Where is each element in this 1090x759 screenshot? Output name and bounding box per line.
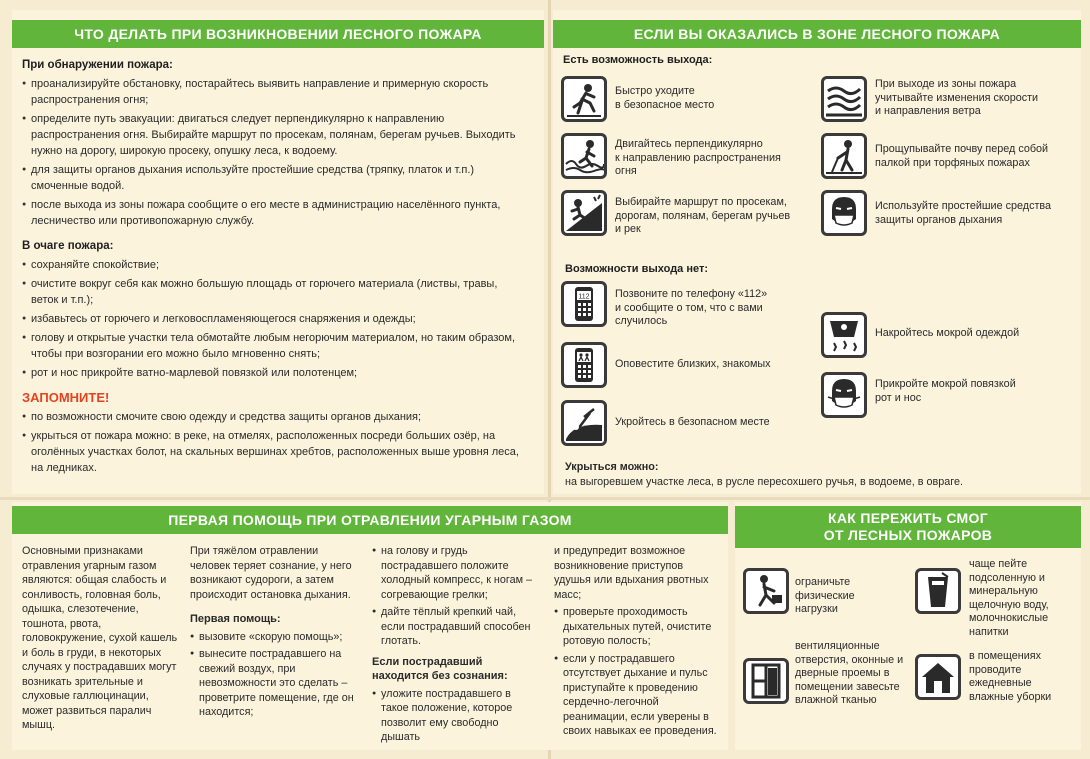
drink-glass-icon [915, 568, 961, 614]
list-item: ● проверьте проходимость дыхательных путей, очистите ротовую полость; [554, 605, 722, 649]
probing-stick-icon [821, 133, 867, 179]
panel-smog [735, 502, 1081, 750]
list-item: ● на голову и грудь пострадавшего положите холодный компресс, к ногам – согревающие грелки; [372, 544, 540, 602]
shelter-icon [561, 400, 607, 446]
exit-yes-label: Выбирайте маршрут по просекам, дорогам, полянам, берегам ручьев и рек [615, 196, 791, 235]
list-item: ● укрыться от пожара можно: в реке, на отмелях, расположенных посреди больших озёр, на оголённых участках болот, на скальных вершинах хребтов, расположенных выше уровня леса, на ледниках. [22, 428, 522, 476]
walking-through-fire-icon [561, 133, 607, 179]
list-item: ● для защиты органов дыхания используйте простейшие средства (тряпку, платок и т.п.) смоченные водой. [22, 162, 522, 194]
symptoms-text: Основными признаками отравления угарным газом являются: общая слабость и сонливость, головная боль, одышка, слезотечение, тошнота, рвота, головокружение, сухой кашель и боль в груди, в некоторых случаях у пострадавших могут возникать зрительные и слуховые галлюцинации, может развиться паралич мышц. [22, 545, 178, 731]
smog-label: вентиляционные отверстия, оконные и дверные проемы в помещении завесьте влажной тканью [795, 640, 904, 706]
exit-no-heading: Возможности выхода нет: [565, 263, 709, 275]
list-item: ● проанализируйте обстановку, постарайтесь выявить направление и примерную скорость распространения огня; [22, 76, 522, 108]
limit-exercise-icon [743, 568, 789, 614]
panel-forest-fire-actions [12, 10, 544, 494]
wet-clothes-icon [821, 312, 867, 358]
focus-section [22, 238, 522, 384]
face-mask-icon [821, 190, 867, 236]
list-item: ● голову и открытые участки тела обмотайте любым негорючим материалом, но таким образом, чтобы при возгорании его можно было мгновенно снять; [22, 330, 522, 362]
list-item: ● уложите пострадавшего в такое положение, которое позволит ему свободно дышать [372, 687, 540, 745]
exit-yes-label: Быстро уходите в безопасное место [615, 85, 715, 111]
panel-first-aid-co [12, 502, 728, 750]
exit-no-label: Оповестите близких, знакомых [615, 358, 771, 370]
first-aid-col1 [22, 544, 180, 733]
detect-section [22, 57, 522, 232]
continuation-text: и предупредит возможное возникновение приступов удушья или вдыхания рвотных масс; [554, 545, 709, 601]
panel-in-fire-zone [553, 10, 1081, 494]
remember-section [22, 409, 522, 479]
panel-title: ЕСЛИ ВЫ ОКАЗАЛИСЬ В ЗОНЕ ЛЕСНОГО ПОЖАРА [553, 20, 1081, 48]
list-item: ● дайте тёплый крепкий чай, если пострадавший способен глотать. [372, 605, 540, 649]
panel-title: ПЕРВАЯ ПОМОЩЬ ПРИ ОТРАВЛЕНИИ УГАРНЫМ ГАЗОМ [12, 506, 728, 534]
window-icon [743, 658, 789, 704]
exit-yes-heading: Есть возможность выхода: [563, 54, 713, 66]
list-item: ● избавьтесь от горючего и легковоспламеняющегося снаряжения и одежды; [22, 311, 522, 327]
exit-no-label: Укройтесь в безопасном месте [615, 416, 770, 428]
panel-title [735, 506, 1081, 548]
paper-fold-horizontal [0, 497, 1090, 500]
remember-heading: ЗАПОМНИТЕ! [22, 390, 110, 405]
list-item: ● очистите вокруг себя как можно большую площадь от горючего материала (листвы, травы, веток и т.п.); [22, 276, 522, 308]
list-item: ● сохраняйте спокойствие; [22, 257, 522, 273]
wind-fire-icon [821, 76, 867, 122]
list-item: ● рот и нос прикройте ватно-марлевой повязкой или полотенцем; [22, 365, 522, 381]
list-item: ● по возможности смочите свою одежду и средства защиты органов дыхания; [22, 409, 522, 425]
exit-yes-label: Прощупывайте почву перед собой палкой при торфяных пожарах [875, 143, 1049, 169]
first-aid-col2 [190, 544, 358, 723]
list-item: ● вызовите «скорую помощь»; [190, 630, 358, 645]
running-man-icon [561, 76, 607, 122]
phone-112-icon [561, 281, 607, 327]
svg-text:112: 112 [578, 293, 590, 301]
first-aid-col4 [554, 544, 722, 742]
wet-bandage-icon [821, 372, 867, 418]
house-icon [915, 654, 961, 700]
shelter-section [565, 460, 1070, 490]
exit-no-label: Прикройте мокрой повязкой рот и нос [875, 378, 1016, 404]
exit-yes-label: Используйте простейшие средства защиты органов дыхания [875, 200, 1052, 226]
severe-text: При тяжёлом отравлении человек теряет сознание, у него возникают судороги, а затем происходит остановка дыхания. [190, 545, 352, 601]
smog-title-line1: КАК ПЕРЕЖИТЬ СМОГ [828, 510, 988, 526]
smog-label: ограничьте физические нагрузки [795, 576, 855, 615]
panel-title: ЧТО ДЕЛАТЬ ПРИ ВОЗНИКНОВЕНИИ ЛЕСНОГО ПОЖАРА [12, 20, 544, 48]
list-item: ● после выхода из зоны пожара сообщите о его месте в администрацию населённого пункта, лесничество или противопожарную службу. [22, 197, 522, 229]
focus-heading: В очаге пожара: [22, 240, 114, 252]
smog-label: в помещениях проводите ежедневные влажные уборки [969, 650, 1052, 703]
shelter-text: на выгоревшем участке леса, в русле пересохшего ручья, в водоеме, в овраге. [565, 476, 963, 488]
list-item: ● определите путь эвакуации: двигаться следует перпендикулярно к направлению распространения огня. Выбирайте маршрут по просекам, полянам, берегам ручьев. Выходить нужно на дорогу, широкую просеку, опушку леса, к водоему. [22, 111, 522, 159]
exit-no-label: Накройтесь мокрой одеждой [875, 327, 1020, 339]
phone-family-icon [561, 342, 607, 388]
unconscious-heading: Если пострадавший находится без сознания: [372, 655, 508, 682]
route-slope-icon [561, 190, 607, 236]
exit-yes-label: При выходе из зоны пожара учитывайте изменения скорости и направления ветра [875, 78, 1039, 117]
smog-label: чаще пейте подсоленную и минеральную щелочную воду, молочнокислые напитки [969, 558, 1049, 638]
exit-no-label: Позвоните по телефону «112» и сообщите о том, что с вами случилось [615, 288, 768, 327]
detect-heading: При обнаружении пожара: [22, 59, 173, 71]
smog-title-line2: ОТ ЛЕСНЫХ ПОЖАРОВ [823, 527, 993, 543]
list-item: ● вынесите пострадавшего на свежий воздух, при невозможности это сделать – проветрите помещение, где он находится; [190, 647, 358, 720]
shelter-heading: Укрыться можно: [565, 461, 659, 473]
first-aid-col3 [372, 544, 540, 748]
first-aid-heading: Первая помощь: [190, 613, 281, 625]
list-item: ● если у пострадавшего отсутствует дыхание и пульс приступайте к проведению сердечно-легочной реанимации, если уверены в своих навыках ее проведения. [554, 652, 722, 739]
exit-yes-label: Двигайтесь перпендикулярно к направлению распространения огня [615, 138, 781, 177]
